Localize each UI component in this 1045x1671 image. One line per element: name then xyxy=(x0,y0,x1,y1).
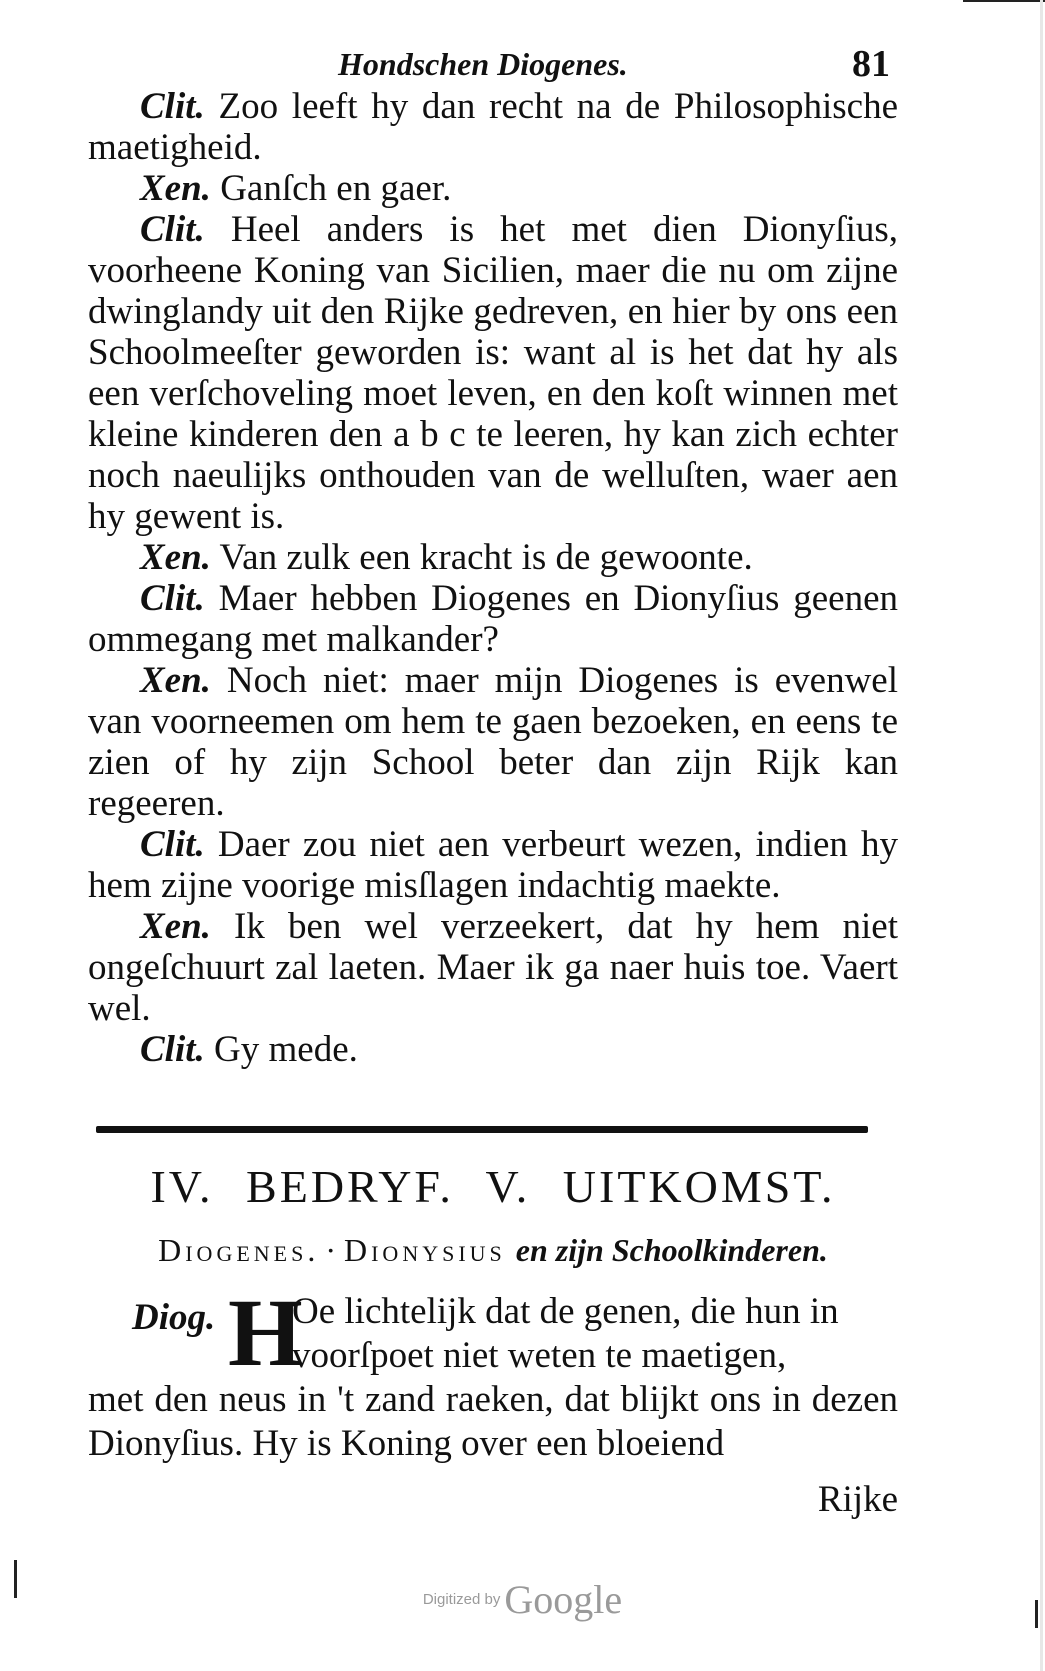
speech-text: Ganſch en gaer. xyxy=(220,168,452,209)
dialogue-paragraph xyxy=(88,824,898,906)
lead-lines xyxy=(292,1290,898,1378)
watermark-logo: Google xyxy=(504,1577,623,1622)
speaker-label: Xen. xyxy=(140,906,211,947)
speech-text: Zoo leeft hy dan recht na de Philosophische maetigheid. xyxy=(88,86,898,168)
speaker-label: Clit. xyxy=(140,209,205,250)
dialogue-paragraph xyxy=(88,1029,898,1070)
scene-opening xyxy=(88,1279,898,1466)
drop-cap: H xyxy=(228,1279,303,1386)
scene-text: met den neus in 't zand raeken, dat blijkt ons in dezen Dionyſius. Hy is Koning over een bloeiend xyxy=(88,1379,898,1464)
speech-text: Van zulk een kracht is de gewoonte. xyxy=(219,537,753,578)
dialogue-text xyxy=(88,86,898,1070)
dialogue-paragraph xyxy=(88,537,898,578)
dialogue-paragraph xyxy=(88,86,898,168)
speaker-label: Xen. xyxy=(140,660,211,701)
speaker-label: Clit. xyxy=(140,1029,205,1070)
dialogue-paragraph xyxy=(88,168,898,209)
lead-line: Oe lichtelijk dat de genen, die hun in xyxy=(292,1291,839,1332)
dialogue-paragraph xyxy=(88,578,898,660)
speech-text: Ik ben wel verzeekert, dat hy hem niet ongeſchuurt zal laeten. Maer ik ga naer huis toe. Vaert wel. xyxy=(88,906,898,1029)
page-header xyxy=(88,38,898,88)
lead-line: voorſpoet niet weten te maetigen, xyxy=(292,1335,787,1376)
scan-edge-shadow xyxy=(1040,0,1043,1671)
speaker-label: Clit. xyxy=(140,86,205,127)
speech-text: Gy mede. xyxy=(214,1029,358,1070)
speaker-label: Xen. xyxy=(140,537,211,578)
section-rule xyxy=(96,1126,868,1133)
speech-text: Daer zou niet aen verbeurt wezen, indien hy hem zijne voorige misſlagen indachtig maekte. xyxy=(88,824,899,906)
speech-text: Noch niet: maer mijn Diogenes is evenwel van voorneemen om hem te gaen bezoeken, en eens te zien of hy zijn School beter dan zijn Rijk kan regeeren. xyxy=(88,660,898,824)
cast-name-dionysius: Dionysius xyxy=(344,1232,506,1268)
scene-lead xyxy=(88,1279,898,1386)
speaker-label: Clit. xyxy=(140,824,205,865)
speaker-label: Diog. xyxy=(132,1297,216,1338)
running-head: Hondschen Diogenes. xyxy=(338,46,628,82)
cast-rest: en zijn Schoolkinderen. xyxy=(515,1232,828,1268)
google-watermark xyxy=(0,1576,1045,1623)
dialogue-paragraph xyxy=(88,209,898,537)
speaker-label: Clit. xyxy=(140,578,205,619)
watermark-small: Digitized by xyxy=(422,1591,501,1608)
cast-name-diogenes: Diogenes. xyxy=(158,1232,320,1268)
speech-text: Heel anders is het met dien Dionyſius, voorheene Koning van Sicilien, maer die nu om zijne dwinglandy uit den Rijke gedreven, en hier by ons een Schoolmeeſter geworden is: want al is het dat hy als een verſchoveling moet leven, en den koſt winnen met kleine kinderen den a b c te leeren, hy kan zich echter noch naeulijks onthouden van de welluſten, waer aen hy gewent is. xyxy=(88,209,898,537)
dialogue-paragraph xyxy=(88,660,898,824)
page-number: 81 xyxy=(852,43,890,85)
cast-line xyxy=(88,1232,898,1269)
act-heading: IV. BEDRYF. V. UITKOMST. xyxy=(150,1161,836,1212)
dialogue-paragraph xyxy=(88,906,898,1029)
speaker-label: Xen. xyxy=(140,168,211,209)
cast-separator: · xyxy=(325,1232,338,1268)
catchword: Rijke xyxy=(817,1479,898,1520)
speech-text: Maer hebben Diogenes en Dionyſius geenen ommegang met malkander? xyxy=(88,578,898,660)
scan-edge-mark xyxy=(963,0,1045,6)
